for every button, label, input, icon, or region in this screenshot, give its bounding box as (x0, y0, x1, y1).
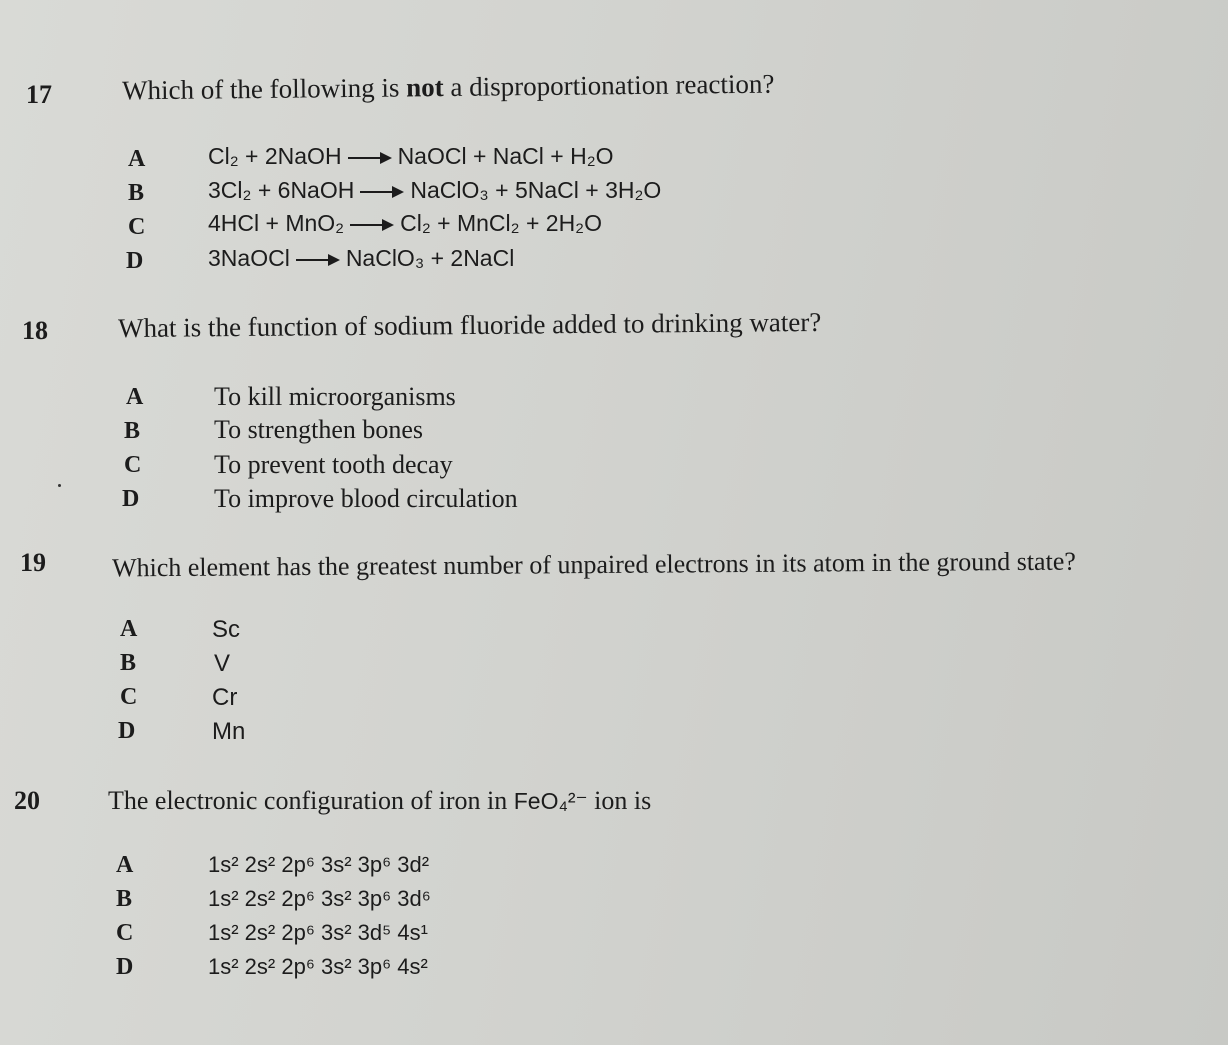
option-letter: D (126, 248, 144, 274)
reaction-arrow-icon (360, 185, 404, 199)
option-letter: C (128, 214, 146, 240)
reaction-arrow-icon (348, 151, 392, 165)
option-equation (208, 210, 602, 237)
option-letter: A (116, 852, 134, 878)
question-text: What is the function of sodium fluoride added to drinking water? (117, 306, 822, 344)
option-letter: A (126, 384, 144, 410)
question-text-after: ion is (587, 786, 652, 815)
option-equation (208, 177, 661, 204)
option-letter: C (120, 684, 138, 710)
option-letter: B (124, 418, 141, 444)
question-text (122, 69, 775, 107)
question-number: 18 (22, 316, 48, 345)
option-element: V (214, 650, 231, 677)
question-text (108, 786, 651, 816)
question-text-before: Which of the following is (121, 72, 407, 106)
option-letter: C (124, 452, 142, 478)
option-text: To prevent tooth decay (214, 450, 453, 479)
equation-reactants: 3Cl₂ + 6NaOH (208, 177, 355, 203)
equation-products: NaOCl + NaCl + H₂O (397, 143, 614, 169)
option-equation (208, 143, 614, 170)
option-text: To strengthen bones (214, 415, 424, 444)
question-formula: FeO₄²⁻ (513, 788, 588, 814)
reaction-arrow-icon (350, 218, 394, 232)
equation-reactants: 3NaOCl (208, 245, 290, 271)
option-configuration: 1s² 2s² 2p⁶ 3s² 3p⁶ 3d² (208, 852, 430, 877)
option-letter: A (128, 146, 146, 172)
equation-reactants: Cl₂ + 2NaOH (208, 143, 342, 169)
question-text-after: a disproportionation reaction? (443, 68, 775, 103)
question-number: 20 (14, 786, 40, 815)
option-equation (208, 245, 514, 272)
option-configuration: 1s² 2s² 2p⁶ 3s² 3d⁵ 4s¹ (208, 920, 428, 945)
question-text-before: The electronic configuration of iron in (108, 786, 514, 815)
option-letter: D (116, 954, 134, 980)
option-element: Cr (212, 684, 238, 711)
reaction-arrow-icon (296, 253, 340, 267)
option-letter: C (116, 920, 134, 946)
option-letter: D (122, 486, 140, 512)
question-text: Which element has the greatest number of unpaired electrons in its atom in the ground state? (111, 546, 1076, 583)
option-letter: A (120, 616, 138, 642)
stray-mark (58, 484, 61, 487)
equation-products: Cl₂ + MnCl₂ + 2H₂O (400, 210, 602, 236)
option-letter: D (118, 718, 136, 744)
question-text-emphasis: not (406, 72, 444, 103)
option-configuration: 1s² 2s² 2p⁶ 3s² 3p⁶ 3d⁶ (208, 886, 431, 911)
option-letter: B (128, 180, 145, 206)
question-number: 17 (26, 80, 52, 109)
option-letter: B (120, 650, 137, 676)
equation-reactants: 4HCl + MnO₂ (208, 210, 345, 236)
equation-products: NaClO₃ + 2NaCl (345, 245, 515, 271)
option-element: Mn (212, 718, 246, 745)
option-text: To improve blood circulation (214, 484, 518, 513)
option-text: To kill microorganisms (214, 382, 456, 411)
equation-products: NaClO₃ + 5NaCl + 3H₂O (410, 177, 662, 203)
option-configuration: 1s² 2s² 2p⁶ 3s² 3p⁶ 4s² (208, 954, 428, 979)
question-number: 19 (20, 548, 46, 577)
option-element: Sc (212, 616, 241, 643)
option-letter: B (116, 886, 133, 912)
